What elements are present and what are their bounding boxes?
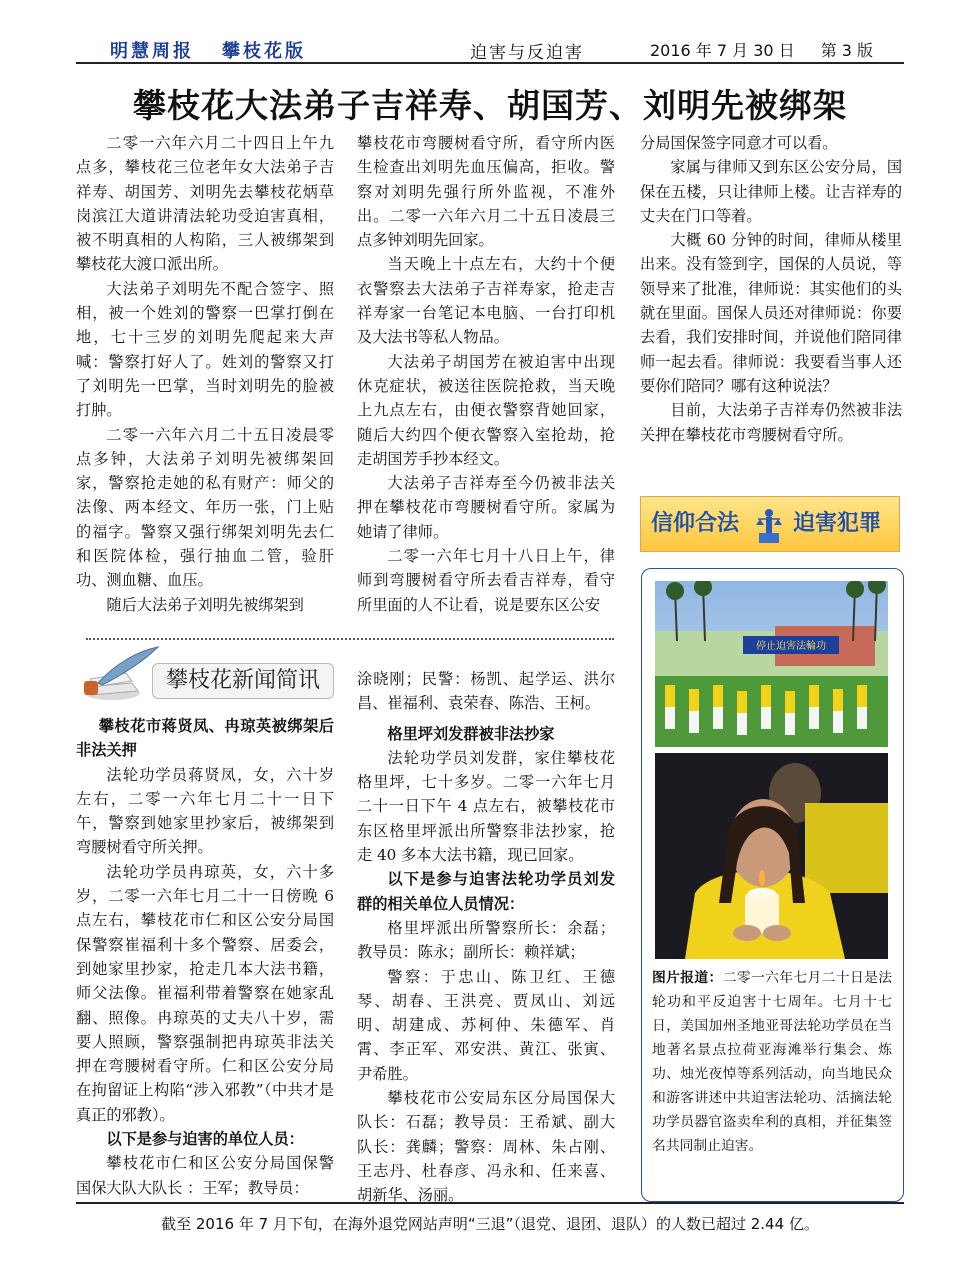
header-divider (76, 62, 904, 64)
article-paragraph: 二零一六年六月二十五日凌晨零点多钟，大法弟子刘明先被绑架回家，警察抢走她的私有财产：师父的法像、两本经文、年历一张，门上贴的福字。警察又强行绑架刘明先去仁和医院体检，强行抽血二管，验肝功、测血糖、血压。 (76, 425, 334, 590)
article-column-1 (76, 131, 334, 617)
news-paragraph: 格里坪派出所警察所长：余磊；教导员：陈永；副所长：赖祥斌； (357, 918, 615, 962)
banner-left-text: 信仰合法 (651, 511, 740, 536)
protest-banner-text: 停止迫害法輪功 (756, 641, 826, 652)
slogan-banner (640, 496, 900, 552)
news-paragraph: 法轮功学员蒋贤凤，女，六十岁左右，二零一六年七月二十一日下午，警察到她家里抄家后，被绑架到弯腰树看守所关押。 (76, 765, 334, 857)
candlelight-vigil-photo (655, 753, 888, 959)
news-section-label: 攀枝花新闻简讯 (152, 663, 334, 699)
article-column-3 (640, 131, 902, 447)
news-headline: 攀枝花市蒋贤凤、冉琼英被绑架后非法关押 (76, 717, 334, 760)
news-column-2 (357, 667, 615, 1208)
section-divider (86, 638, 614, 640)
section-name: 迫害与反迫害 (470, 43, 584, 63)
article-paragraph: 家属与律师又到东区公安分局，国保在五楼，只让律师上楼。让吉祥寿的丈夫在门口等着。 (640, 158, 902, 225)
banner-right-text: 迫害犯罪 (793, 511, 882, 536)
masthead (110, 37, 306, 63)
news-paragraph: 警察：于忠山、陈卫红、王德琴、胡春、王洪亮、贾凤山、刘远明、胡建成、苏柯仲、朱德军、肖霄、李正军、邓安洪、黄江、张寅、尹希胜。 (357, 967, 615, 1083)
news-paragraph: 攀枝花市仁和区公安分局国保警国保大队大队长 ：王军；教导员： (76, 1154, 334, 1197)
perpetrator-list-heading: 以下是参与迫害的单位人员： (106, 1130, 304, 1149)
article-paragraph: 大法弟子刘明先不配合签字、照相，被一个姓刘的警察一巴掌打倒在地，七十三岁的刘明先爬起来大声喊：警察打好人了。姓刘的警察又打了刘明先一巴掌，当时刘明先的脸被打肿。 (76, 279, 334, 420)
article-column-2 (357, 131, 615, 617)
justice-statue-icon (753, 503, 785, 545)
caption-heading: 图片报道： (652, 970, 723, 986)
article-paragraph: 目前，大法弟子吉祥寿仍然被非法关押在攀枝花市弯腰树看守所。 (640, 401, 902, 444)
perpetrator-list-heading: 以下是参与迫害法轮功学员刘发群的相关单位人员情况： (357, 870, 615, 913)
photo-caption (652, 966, 892, 1158)
article-paragraph: 二零一六年六月二十四日上午九点多，攀枝花三位老年女大法弟子吉祥寿、胡国芳、刘明先去攀枝花炳草岗滨江大道讲清法轮功受迫害真相，被不明真相的人构陷，三人被绑架到攀枝花大渡口派出所。 (76, 134, 334, 274)
article-paragraph: 攀枝花市弯腰树看守所，看守所内医生检查出刘明先血压偏高，拒收。警察对刘明先强行所外监视，不准外出。二零一六年六月二十五日凌晨三点多钟刘明先回家。 (357, 134, 615, 250)
article-paragraph: 大法弟子胡国芳在被迫害中出现休克症状，被送往医院抢救，当天晚上九点左右，由便衣警察背她回家，随后大约四个便衣警察入室抢劫，抢走胡国芳手抄本经文。 (357, 352, 615, 468)
news-column-1 (76, 714, 334, 1200)
paper-name: 明慧周报 (110, 41, 194, 62)
news-section-header (76, 643, 338, 705)
article-paragraph: 大概 60 分钟的时间，律师从楼里出来。没有签到字，国保的人员说，等领导来了批准，律师说：其实他们的头就在里面。国保人员还对律师说：你要去看，我们安排时间，并说他们陪同律师一起去看。律师说：我要看当事人还要你们陪同？哪有这种说法？ (640, 231, 902, 395)
news-paragraph: 攀枝花市公安局东区分局国保大队长：石磊；教导员：王希斌、副大队长：龚麟；警察：周林、朱占刚、王志丹、杜春彦、冯永和、任来喜、胡新华、汤丽。 (357, 1089, 615, 1205)
exercise-group-photo (655, 581, 888, 747)
news-headline: 格里坪刘发群被非法抄家 (387, 724, 555, 743)
article-paragraph: 二零一六年七月十八日上午，律师到弯腰树看守所去看吉祥寿，看守所里面的人不让看，说是要东区公安 (357, 547, 615, 614)
page-title: 攀枝花大法弟子吉祥寿、胡国芳、刘明先被绑架 (133, 86, 847, 125)
issue-info (650, 38, 873, 61)
news-paragraph: 法轮功学员刘发群，家住攀枝花格里坪，七十多岁。二零一六年七月二十一日下午 4 点左右，被攀枝花市东区格里坪派出所警察非法抄家，抢走 40 多本大法书籍，现已回家。 (357, 748, 615, 865)
article-paragraph: 当天晚上十点左右，大约十个便衣警察去大法弟子吉祥寿家，抢走吉祥寿家一台笔记本电脑、一台打印机及大法书等私人物品。 (357, 255, 615, 347)
article-paragraph: 分局国保签字同意才可以看。 (640, 134, 838, 152)
footer-notice: 截至 2016 年 7 月下旬，在海外退党网站声明“三退”（退党、退团、退队）的人数已超过 2.44 亿。 (161, 1215, 819, 1233)
issue-date: 2016 年 7 月 30 日 (650, 41, 795, 60)
news-paragraph: 涂晓刚；民警：杨凯、起学运、洪尔昌、崔福利、袁荣春、陈浩、王柯。 (357, 670, 615, 713)
news-paragraph: 法轮功学员冉琼英，女，六十多岁，二零一六年七月二十一日傍晚 6 点左右，攀枝花市仁和区公安分局国保警察崔福利十多个警察、居委会，到她家里抄家，抢走几本大法书籍，师父法像。崔福利带着警察在她家乱翻、照像。冉琼英的丈夫八十岁，需要人照顾，警察强制把冉琼英非法关押在弯腰树看守所。仁和区公安分局在拘留证上构陷“涉入邪教”（中共才是真正的邪教）。 (76, 862, 334, 1124)
quill-pen-icon (76, 643, 160, 705)
footer-divider (76, 1202, 904, 1204)
article-paragraph: 随后大法弟子刘明先被绑架到 (106, 595, 304, 614)
page-number: 第 3 版 (820, 41, 874, 60)
caption-text: 二零一六年七月二十日是法轮功和平反迫害十七周年。七月十七日，美国加州圣地亚哥法轮功学员在当地著名景点拉荷亚海滩举行集会、炼功、烛光夜悼等系列活动，向当地民众和游客讲述中共迫害法轮功、活摘法轮功学员器官盗卖牟利的真相，并征集签名共同制止迫害。 (652, 970, 893, 1154)
article-paragraph: 大法弟子吉祥寿至今仍被非法关押在攀枝花市弯腰树看守所。家属为她请了律师。 (357, 474, 615, 541)
edition-name: 攀枝花版 (222, 41, 306, 62)
